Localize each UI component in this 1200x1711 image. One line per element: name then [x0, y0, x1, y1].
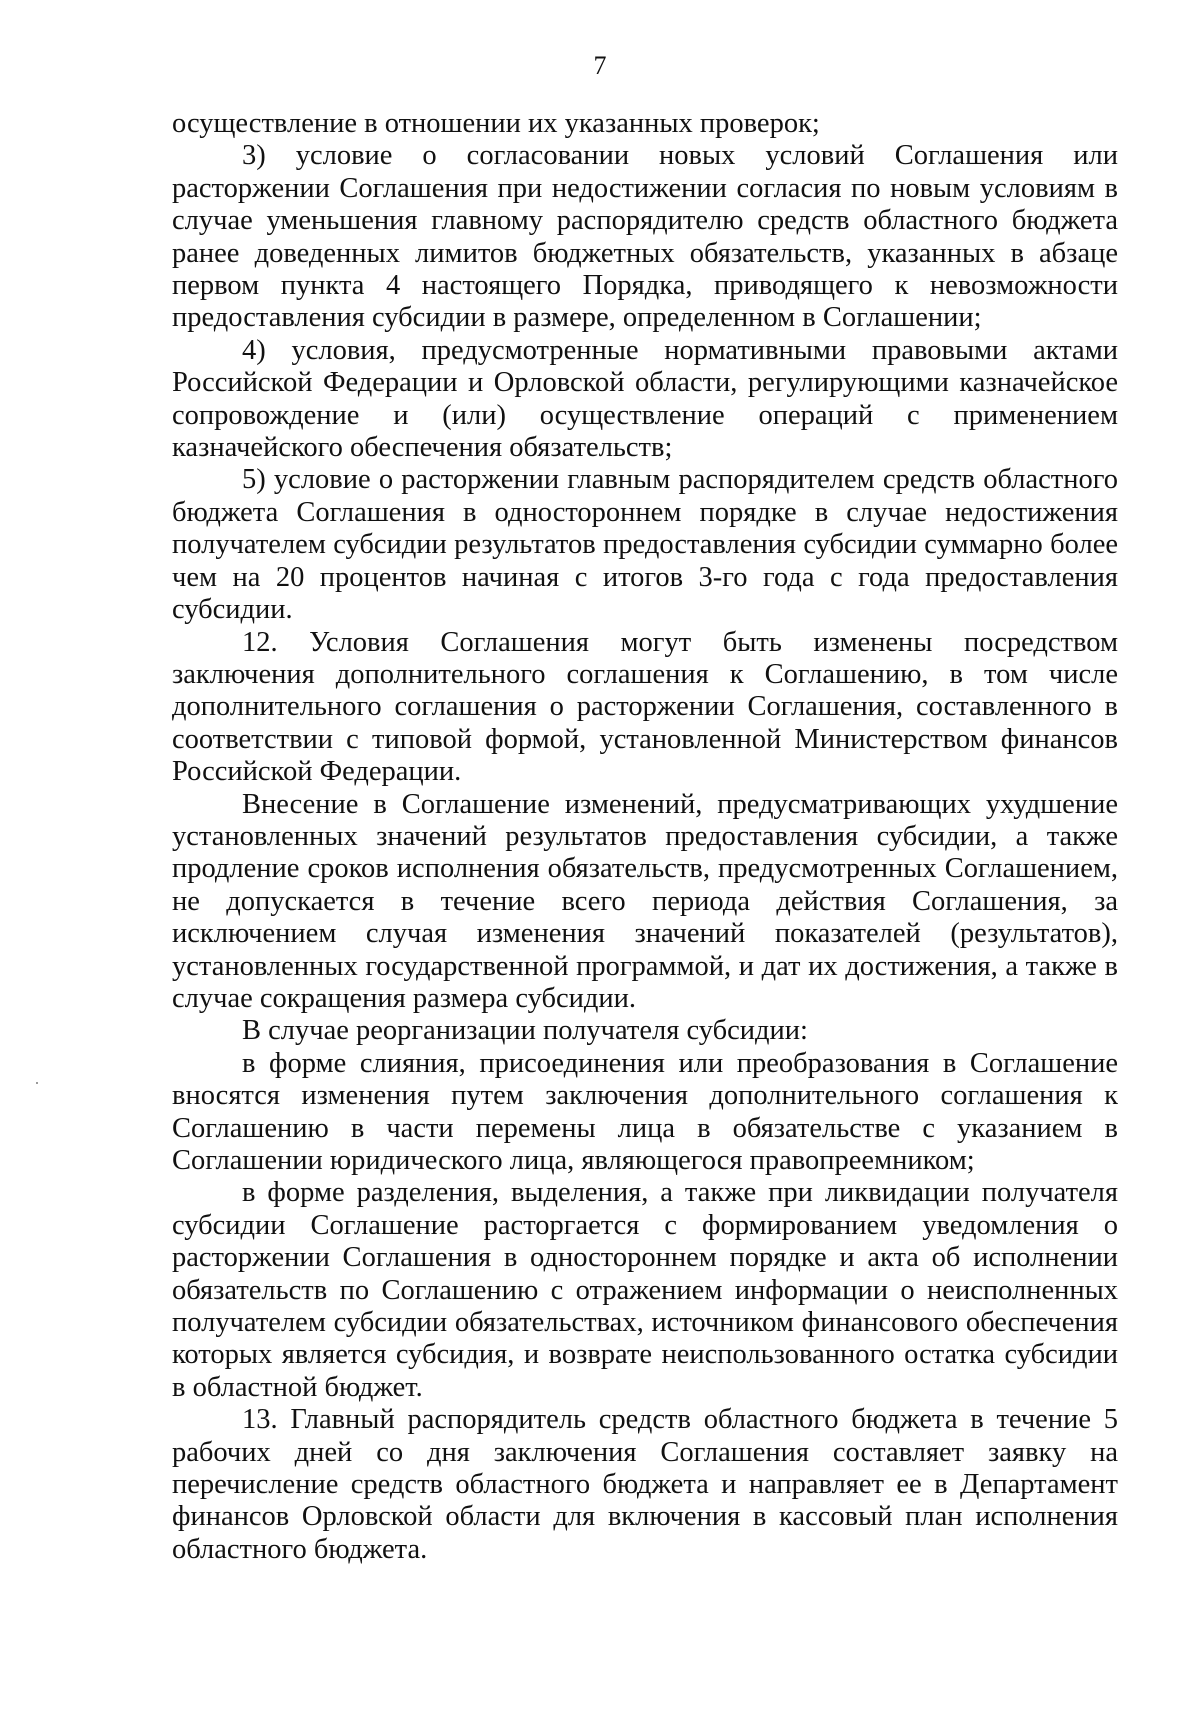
paragraph-reorganization-division: в форме разделения, выделения, а также при ликвидации получателя субсидии Соглашение расторгается с формированием уведомления о расторжении Соглашения в одностороннем порядке и акта об исполнении обязательств по Соглашению с отражением информации о неисполненных получателем субсидии обязательствах, источником финансового обеспечения которых является субсидия, и возврате неиспользованного остатка субсидии в областной бюджет. [172, 1177, 1118, 1403]
paragraph-item-3: 3) условие о согласовании новых условий Соглашения или расторжении Соглашения при недостижении согласия по новым условиям в случае уменьшения главному распорядителю средств областного бюджета ранее доведенных лимитов бюджетных обязательств, указанных в абзаце первом пункта 4 настоящего Порядка, приводящего к невозможности предоставления субсидии в размере, определенном в Соглашении; [172, 140, 1118, 334]
paragraph-amendments: Внесение в Соглашение изменений, предусматривающих ухудшение установленных значений результатов предоставления субсидии, а также продление сроков исполнения обязательств, предусмотренных Соглашением, не допускается в течение всего периода действия Соглашения, за исключением случая изменения значений показателей (результатов), установленных государственной программой, и дат их достижения, а также в случае сокращения размера субсидии. [172, 788, 1118, 1014]
paragraph-point-13: 13. Главный распорядитель средств областного бюджета в течение 5 рабочих дней со дня заключения Соглашения составляет заявку на перечисление средств областного бюджета и направляет ее в Департамент финансов Орловской области для включения в кассовый план исполнения областного бюджета. [172, 1404, 1118, 1565]
document-body [172, 108, 1118, 1566]
paragraph-continuation: осуществление в отношении их указанных проверок; [172, 108, 820, 139]
page-number: 7 [593, 51, 607, 80]
paragraph-reorganization-merger: в форме слияния, присоединения или преобразования в Соглашение вносятся изменения путем заключения дополнительного соглашения к Соглашению в части перемены лица в обязательстве с указанием в Соглашении юридического лица, являющегося правопреемником; [172, 1047, 1118, 1176]
scan-speck [36, 1082, 38, 1084]
paragraph-item-5: 5) условие о расторжении главным распорядителем средств областного бюджета Соглашения в одностороннем порядке в случае недостижения получателем субсидии результатов предоставления субсидии суммарно более чем на 20 процентов начиная с итогов 3-го года с года предоставления субсидии. [172, 464, 1118, 626]
paragraph-reorganization-intro: В случае реорганизации получателя субсидии: [242, 1015, 808, 1047]
paragraph-item-4: 4) условия, предусмотренные нормативными правовыми актами Российской Федерации и Орловской области, регулирующими казначейское сопровождение и (или) осуществление операций с применением казначейского обеспечения обязательств; [172, 334, 1118, 464]
paragraph-point-12: 12. Условия Соглашения могут быть изменены посредством заключения дополнительного соглашения к Соглашению, в том числе дополнительного соглашения о расторжении Соглашения, составленного в соответствии с типовой формой, установленной Министерством финансов Российской Федерации. [172, 626, 1118, 788]
